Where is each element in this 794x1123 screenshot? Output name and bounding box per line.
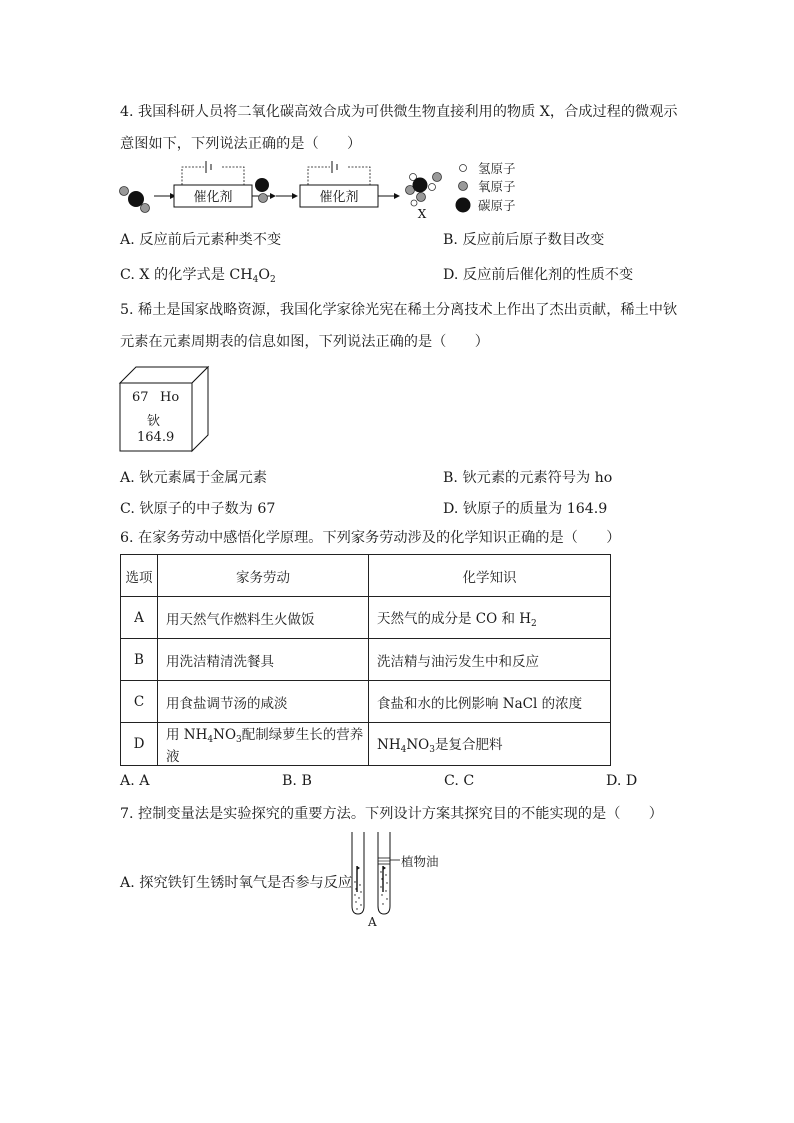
q6-answer-a[interactable]: A. A xyxy=(120,773,150,789)
test-tubes-diagram xyxy=(346,832,406,918)
table-row: D 用 $NH_4NO_3$配制绿萝生长的营养液 $NH_4NO_3$是复合肥料 xyxy=(121,723,611,766)
q5-option-a[interactable]: A. 钬元素属于金属元素 xyxy=(120,470,267,486)
element-mass: 164.9 xyxy=(137,430,175,445)
element-name: 钬 xyxy=(147,414,161,429)
q6-answer-b[interactable]: B. B xyxy=(282,773,312,789)
header-labor: 家务劳动 xyxy=(158,555,369,597)
q5-stem-line1: 5. 稀土是国家战略资源，我国化学家徐光宪在稀土分离技术上作出了杰出贡献，稀土中钬 xyxy=(120,302,678,318)
oil-label: 植物油 xyxy=(401,854,439,869)
catalyst-box-2 xyxy=(300,161,378,207)
legend-oxygen: 氧原子 xyxy=(478,179,516,194)
catalyst-label-1: 催化剂 xyxy=(193,190,233,205)
co2-molecule-icon xyxy=(120,187,150,213)
legend-carbon: 碳原子 xyxy=(478,198,516,213)
element-symbol: Ho xyxy=(160,390,180,405)
table-row: B 用洗洁精清洗餐具 洗洁精与油污发生中和反应 xyxy=(121,639,611,681)
q6-answer-c[interactable]: C. C xyxy=(444,773,475,789)
catalyst-label-2: 催化剂 xyxy=(319,190,359,205)
q5-option-c[interactable]: C. 钬原子的中子数为 67 xyxy=(120,501,276,517)
q4-option-d[interactable]: D. 反应前后催化剂的性质不变 xyxy=(443,267,634,283)
legend-hydrogen: 氢原子 xyxy=(478,161,516,176)
catalyst-box-1 xyxy=(174,161,252,207)
q7-stem: 7. 控制变量法是实验探究的重要方法。下列设计方案其探究目的不能实现的是（ ） xyxy=(120,806,663,822)
table-row: C 用食盐调节汤的咸淡 食盐和水的比例影响 NaCl 的浓度 xyxy=(121,681,611,723)
header-knowledge: 化学知识 xyxy=(369,555,611,597)
q6-table xyxy=(120,554,611,766)
product-x-molecule-icon xyxy=(406,173,442,207)
q5-option-d[interactable]: D. 钬原子的质量为 164.9 xyxy=(443,501,608,517)
q7-option-a[interactable]: A. 探究铁钉生锈时氧气是否参与反应 xyxy=(120,875,353,891)
q5-option-b[interactable]: B. 钬元素的元素符号为 ho xyxy=(443,470,613,486)
header-option: 选项 xyxy=(121,555,158,597)
element-number: 67 xyxy=(132,390,149,405)
carbon-atom-icon xyxy=(456,198,471,213)
table-header-row xyxy=(121,555,611,597)
q4-stem-line2: 意图如下，下列说法正确的是（ ） xyxy=(120,136,362,152)
hydrogen-atom-icon xyxy=(460,165,467,172)
table-row: A 用天然气作燃料生火做饭 天然气的成分是 CO 和 $H_2$ xyxy=(121,597,611,639)
q5-stem-line2: 元素在元素周期表的信息如图，下列说法正确的是（ ） xyxy=(120,334,489,350)
q4-option-c[interactable]: C. X 的化学式是 $CH_4O_2$ xyxy=(120,267,276,285)
q6-answer-d[interactable]: D. D xyxy=(606,773,638,789)
co-molecule-icon xyxy=(255,178,269,203)
q4-option-a[interactable]: A. 反应前后元素种类不变 xyxy=(120,232,282,248)
q6-stem: 6. 在家务劳动中感悟化学原理。下列家务劳动涉及的化学知识正确的是（ ） xyxy=(120,530,621,546)
q4-stem-line1: 4. 我国科研人员将二氧化碳高效合成为可供微生物直接利用的物质 X，合成过程的微观示 xyxy=(120,104,678,120)
figure-a-label: A xyxy=(368,915,377,929)
product-x-label: X xyxy=(417,207,427,221)
q4-legend-icons xyxy=(454,160,474,214)
oxygen-atom-icon xyxy=(459,182,468,191)
q4-option-b[interactable]: B. 反应前后原子数目改变 xyxy=(443,232,605,248)
